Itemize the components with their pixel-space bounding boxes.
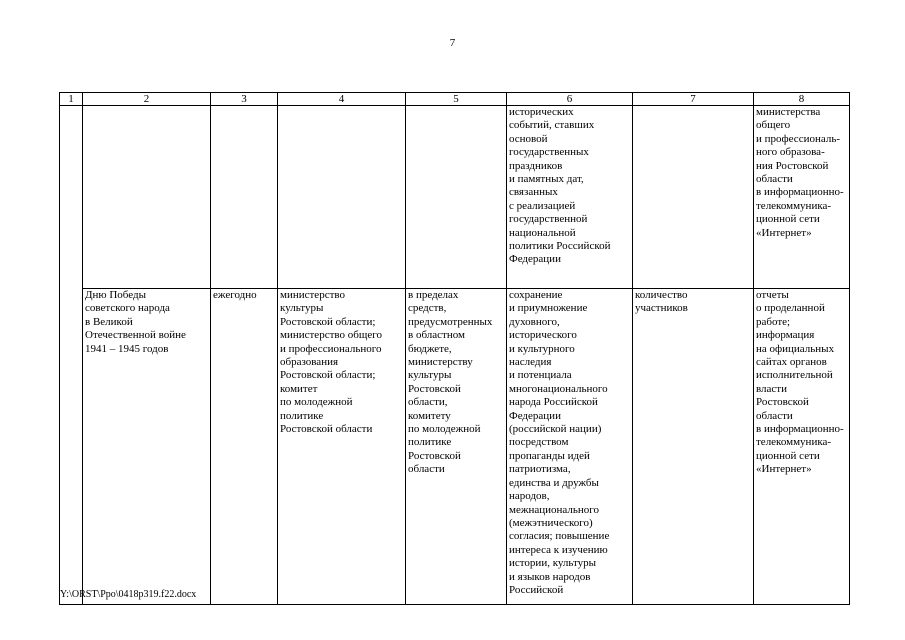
footer-file-path: Y:\ORST\Ppo\0418p319.f22.docx	[60, 589, 197, 600]
table-cell-schedule: ежегодно	[211, 289, 278, 605]
column-header-5: 5	[406, 93, 507, 106]
table-row	[60, 289, 850, 605]
column-header-1: 1	[60, 93, 83, 106]
table-row	[60, 106, 850, 289]
table-cell-indicator: количество участников	[633, 289, 754, 605]
table-header-row	[60, 93, 850, 106]
table-cell-reporting: министерства общего и профессиональ- ного образова- ния Ростовской области в информационно- телекоммуника- ционной сети «Интернет»	[754, 106, 850, 289]
column-header-7: 7	[633, 93, 754, 106]
table-cell	[406, 106, 507, 289]
table-cell	[83, 106, 211, 289]
column-header-3: 3	[211, 93, 278, 106]
table-cell	[633, 106, 754, 289]
table-cell	[278, 106, 406, 289]
table-cell-event: Дню Победы советского народа в Великой Отечественной войне 1941 – 1945 годов	[83, 289, 211, 605]
column-header-4: 4	[278, 93, 406, 106]
table-cell-responsible: министерство культуры Ростовской области; министерство общего и профессионального образования Ростовской области; комитет по молодежной политике Ростовской области	[278, 289, 406, 605]
table-cell-goal: сохранение и приумножение духовного, исторического и культурного наследия и потенциала многонационального народа Российской Федерации (российской нации) посредством пропаганды идей патриотизма, единства и дружбы народов, межнационального (межэтнического) согласия; повышение интереса к изучению истории, культуры и языков народов Российской	[507, 289, 633, 605]
table-cell-goal: исторических событий, ставших основой государственных праздников и памятных дат, связанных с реализацией государственной национальной политики Российской Федерации	[507, 106, 633, 289]
events-table	[59, 92, 850, 605]
column-header-2: 2	[83, 93, 211, 106]
page-number: 7	[449, 37, 456, 49]
table-cell-funding: в пределах средств, предусмотренных в областном бюджете, министерству культуры Ростовской области, комитету по молодежной политике Ростовской области	[406, 289, 507, 605]
table-cell-number	[60, 106, 83, 605]
column-header-6: 6	[507, 93, 633, 106]
table-cell-reporting: отчеты о проделанной работе; информация на официальных сайтах органов исполнительной власти Ростовской области в информационно- телекоммуника- ционной сети «Интернет»	[754, 289, 850, 605]
table-cell	[211, 106, 278, 289]
column-header-8: 8	[754, 93, 850, 106]
